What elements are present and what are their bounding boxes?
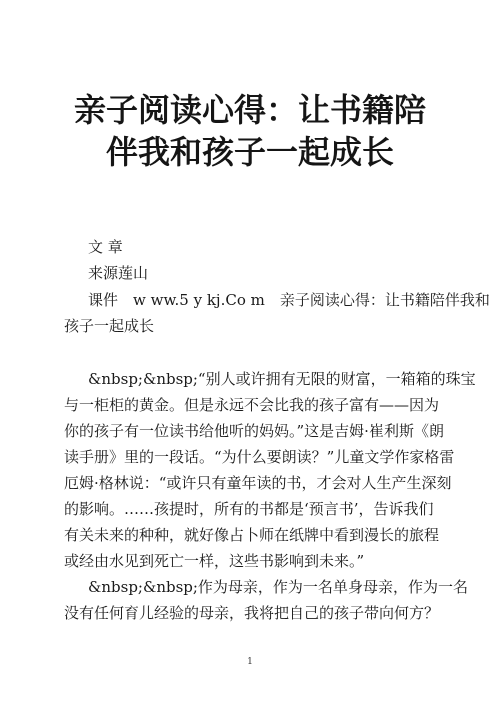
courseware-line-continued: 孩子一起成长 (64, 317, 155, 335)
paragraph-1-line-1: &nbsp;&nbsp;“别人或许拥有无限的财富，一箱箱的珠宝 (88, 370, 476, 388)
document-title-line-2: 伴我和孩子一起成长 (105, 133, 394, 171)
paragraph-1-line-6: 的影响。……孩提时，所有的书都是‘预言书’，告诉我们 (64, 500, 434, 518)
paragraph-1-line-8: 或经由水见到死亡一样，这些书影响到未来。” (64, 552, 365, 570)
paragraph-1-line-4: 读手册》里的一段话。“为什么要朗读？”儿童文学作家格雷 (64, 448, 455, 466)
document-title-line-1: 亲子阅读心得：让书籍陪 (73, 91, 426, 129)
category-label: 文 章 (88, 238, 123, 256)
paragraph-1-line-5: 厄姆·格林说：“或许只有童年读的书，才会对人生产生深刻 (64, 474, 452, 492)
page-number: 1 (247, 657, 253, 667)
paragraph-2-line-2: 没有任何育儿经验的母亲，我将把自己的孩子带向何方？ (64, 604, 440, 622)
source-label: 来源莲山 (88, 264, 149, 282)
paragraph-1-line-2: 与一柜柜的黄金。但是永远不会比我的孩子富有——因为 (64, 396, 440, 414)
courseware-line: 课件 w ww.5 y kj.Co m 亲子阅读心得：让书籍陪伴我和 (88, 291, 490, 309)
paragraph-2-line-1: &nbsp;&nbsp;作为母亲，作为一名单身母亲，作为一名 (88, 578, 468, 596)
paragraph-1-line-7: 有关未来的种种，就好像占卜师在纸牌中看到漫长的旅程 (64, 526, 440, 544)
paragraph-1-line-3: 你的孩子有一位读书给他听的妈妈。”这是吉姆·崔利斯《朗 (64, 422, 444, 440)
